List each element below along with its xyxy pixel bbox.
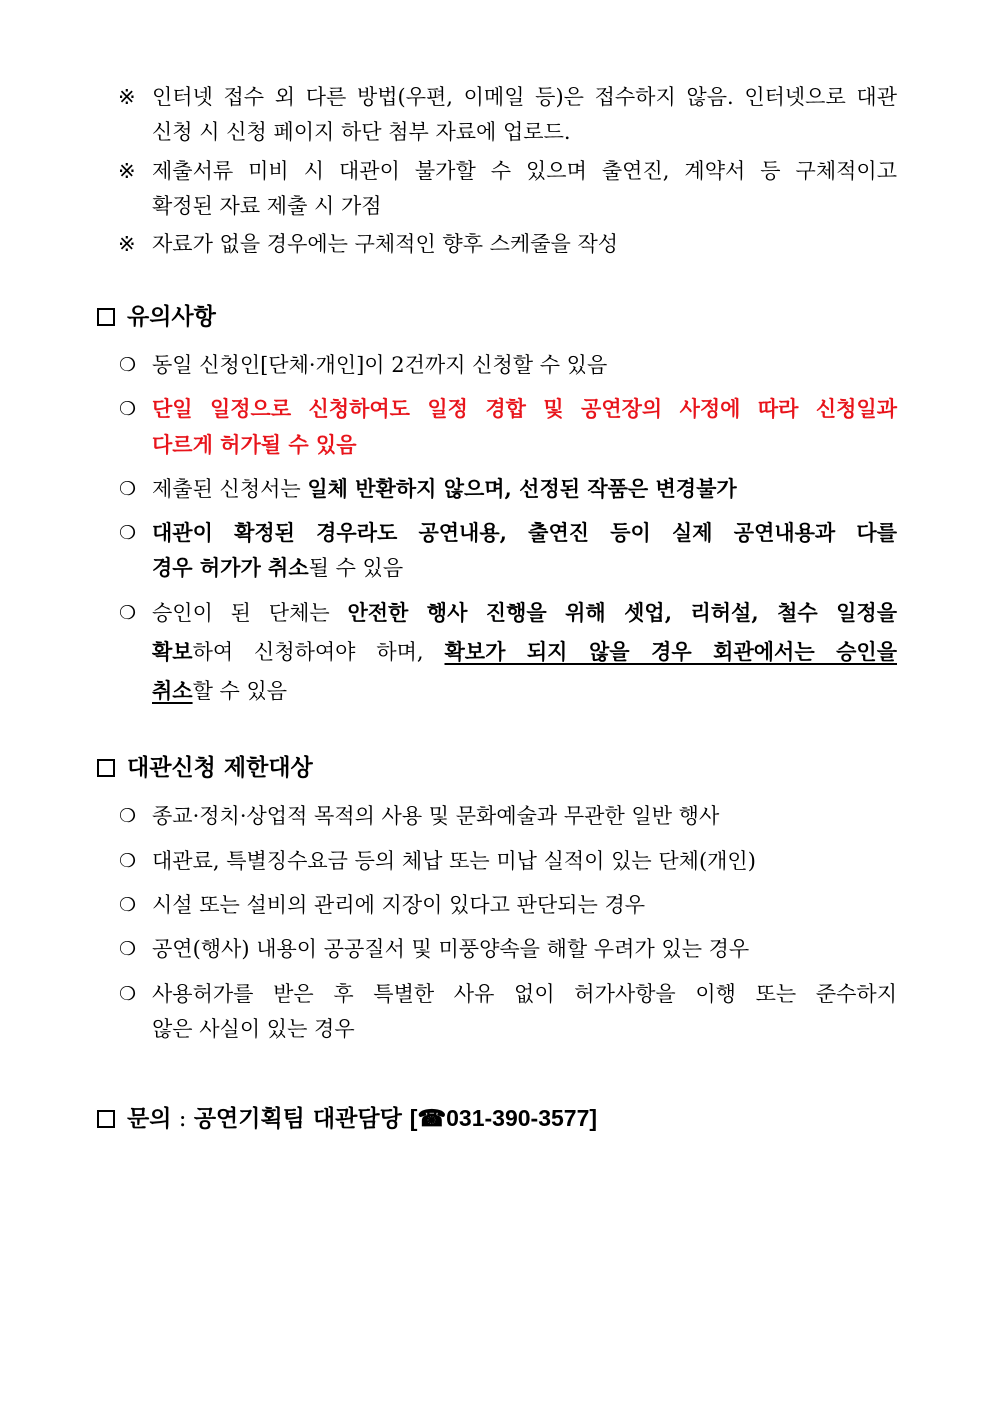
caution-item-2-line-2: 다르게 허가될 수 있음 xyxy=(152,432,357,457)
caution-item-5-line-2 xyxy=(152,637,897,667)
bullet-circle-icon: ❍ xyxy=(119,602,137,624)
contact-label: 문의 xyxy=(127,1105,172,1132)
bullet-circle-icon: ❍ xyxy=(119,850,137,872)
bullet-circle-icon: ❍ xyxy=(119,354,137,376)
contact-bracket-open: [ xyxy=(409,1105,418,1131)
note-symbol: ※ xyxy=(118,159,136,183)
caution-item-4-line-1: 대관이 확정된 경우라도 공연내용, 출연진 등이 실제 공연내용과 다를 xyxy=(152,520,897,545)
caution-item-5-text: 할 수 있음 xyxy=(192,679,288,703)
bullet-circle-icon: ❍ xyxy=(119,938,137,960)
restriction-item-5-line-1: 사용허가를 받은 후 특별한 사유 없이 허가사항을 이행 또는 준수하지 xyxy=(152,982,897,1006)
caution-item-5-text: 승인이 된 단체는 xyxy=(152,601,348,625)
caution-item-4-line-2 xyxy=(152,553,403,583)
restriction-item-1: 종교·정치·상업적 목적의 사용 및 문화예술과 무관한 일반 행사 xyxy=(152,804,720,828)
caution-item-3-bold: 일체 반환하지 않으며, 선정된 작품은 변경불가 xyxy=(307,476,737,501)
bullet-circle-icon: ❍ xyxy=(119,894,137,916)
caution-item-2-line-1: 단일 일정으로 신청하여도 일정 경합 및 공연장의 사정에 따라 신청일과 xyxy=(152,396,897,421)
caution-item-5-line-1 xyxy=(152,598,897,628)
section-heading-contact xyxy=(97,1102,597,1135)
checkbox-square-icon xyxy=(97,759,115,777)
contact-team: 공연기획팀 대관담당 xyxy=(193,1105,410,1132)
note-1-line-1: 인터넷 접수 외 다른 방법(우편, 이메일 등)은 접수하지 않음. 인터넷으로 대관 xyxy=(152,85,897,109)
caution-item-5-bold: 확보 xyxy=(152,639,193,664)
note-2-line-2: 확정된 자료 제출 시 가점 xyxy=(152,194,382,218)
bullet-circle-icon: ❍ xyxy=(119,478,137,500)
caution-item-4-bold: 경우 허가가 취소 xyxy=(152,555,309,580)
checkbox-square-icon xyxy=(97,308,115,326)
caution-item-3 xyxy=(152,474,737,504)
section-heading-restriction xyxy=(97,752,313,784)
section-title: 대관신청 제한대상 xyxy=(127,754,313,781)
caution-item-5-underlined: 확보가 되지 않을 경우 회관에서는 승인을 xyxy=(444,639,897,664)
restriction-item-4: 공연(행사) 내용이 공공질서 및 미풍양속을 해할 우려가 있는 경우 xyxy=(152,937,750,961)
bullet-circle-icon: ❍ xyxy=(119,983,137,1005)
section-heading-caution xyxy=(97,301,216,333)
restriction-item-2: 대관료, 특별징수요금 등의 체납 또는 미납 실적이 있는 단체(개인) xyxy=(152,849,756,873)
contact-phone: 031-390-3577 xyxy=(446,1105,590,1131)
caution-item-3-text: 제출된 신청서는 xyxy=(152,477,308,501)
caution-item-4-text: 될 수 있음 xyxy=(308,556,404,580)
contact-separator: : xyxy=(171,1106,194,1132)
phone-icon: ☎ xyxy=(417,1105,447,1132)
section-title: 유의사항 xyxy=(127,303,216,330)
bullet-circle-icon: ❍ xyxy=(119,398,137,420)
checkbox-square-icon xyxy=(97,1110,115,1128)
caution-item-1: 동일 신청인[단체·개인]이 2건까지 신청할 수 있음 xyxy=(152,353,608,377)
note-symbol: ※ xyxy=(118,85,136,109)
note-symbol: ※ xyxy=(118,232,136,256)
restriction-item-5-line-2: 않은 사실이 있는 경우 xyxy=(152,1017,355,1041)
note-3-line-1: 자료가 없을 경우에는 구체적인 향후 스케줄을 작성 xyxy=(152,232,619,256)
note-1-line-2: 신청 시 신청 페이지 하단 첨부 자료에 업로드. xyxy=(152,120,571,144)
bullet-circle-icon: ❍ xyxy=(119,522,137,544)
caution-item-5-line-3 xyxy=(152,676,287,706)
restriction-item-3: 시설 또는 설비의 관리에 지장이 있다고 판단되는 경우 xyxy=(152,893,646,917)
contact-bracket-close: ] xyxy=(589,1105,598,1131)
caution-item-5-text: 하여 신청하여야 하며, xyxy=(192,640,445,664)
bullet-circle-icon: ❍ xyxy=(119,805,137,827)
caution-item-5-underlined: 취소 xyxy=(152,678,193,703)
caution-item-5-bold: 안전한 행사 진행을 위해 셋업, 리허설, 철수 일정을 xyxy=(347,600,897,625)
note-2-line-1: 제출서류 미비 시 대관이 불가할 수 있으며 출연진, 계약서 등 구체적이고 xyxy=(152,159,897,183)
